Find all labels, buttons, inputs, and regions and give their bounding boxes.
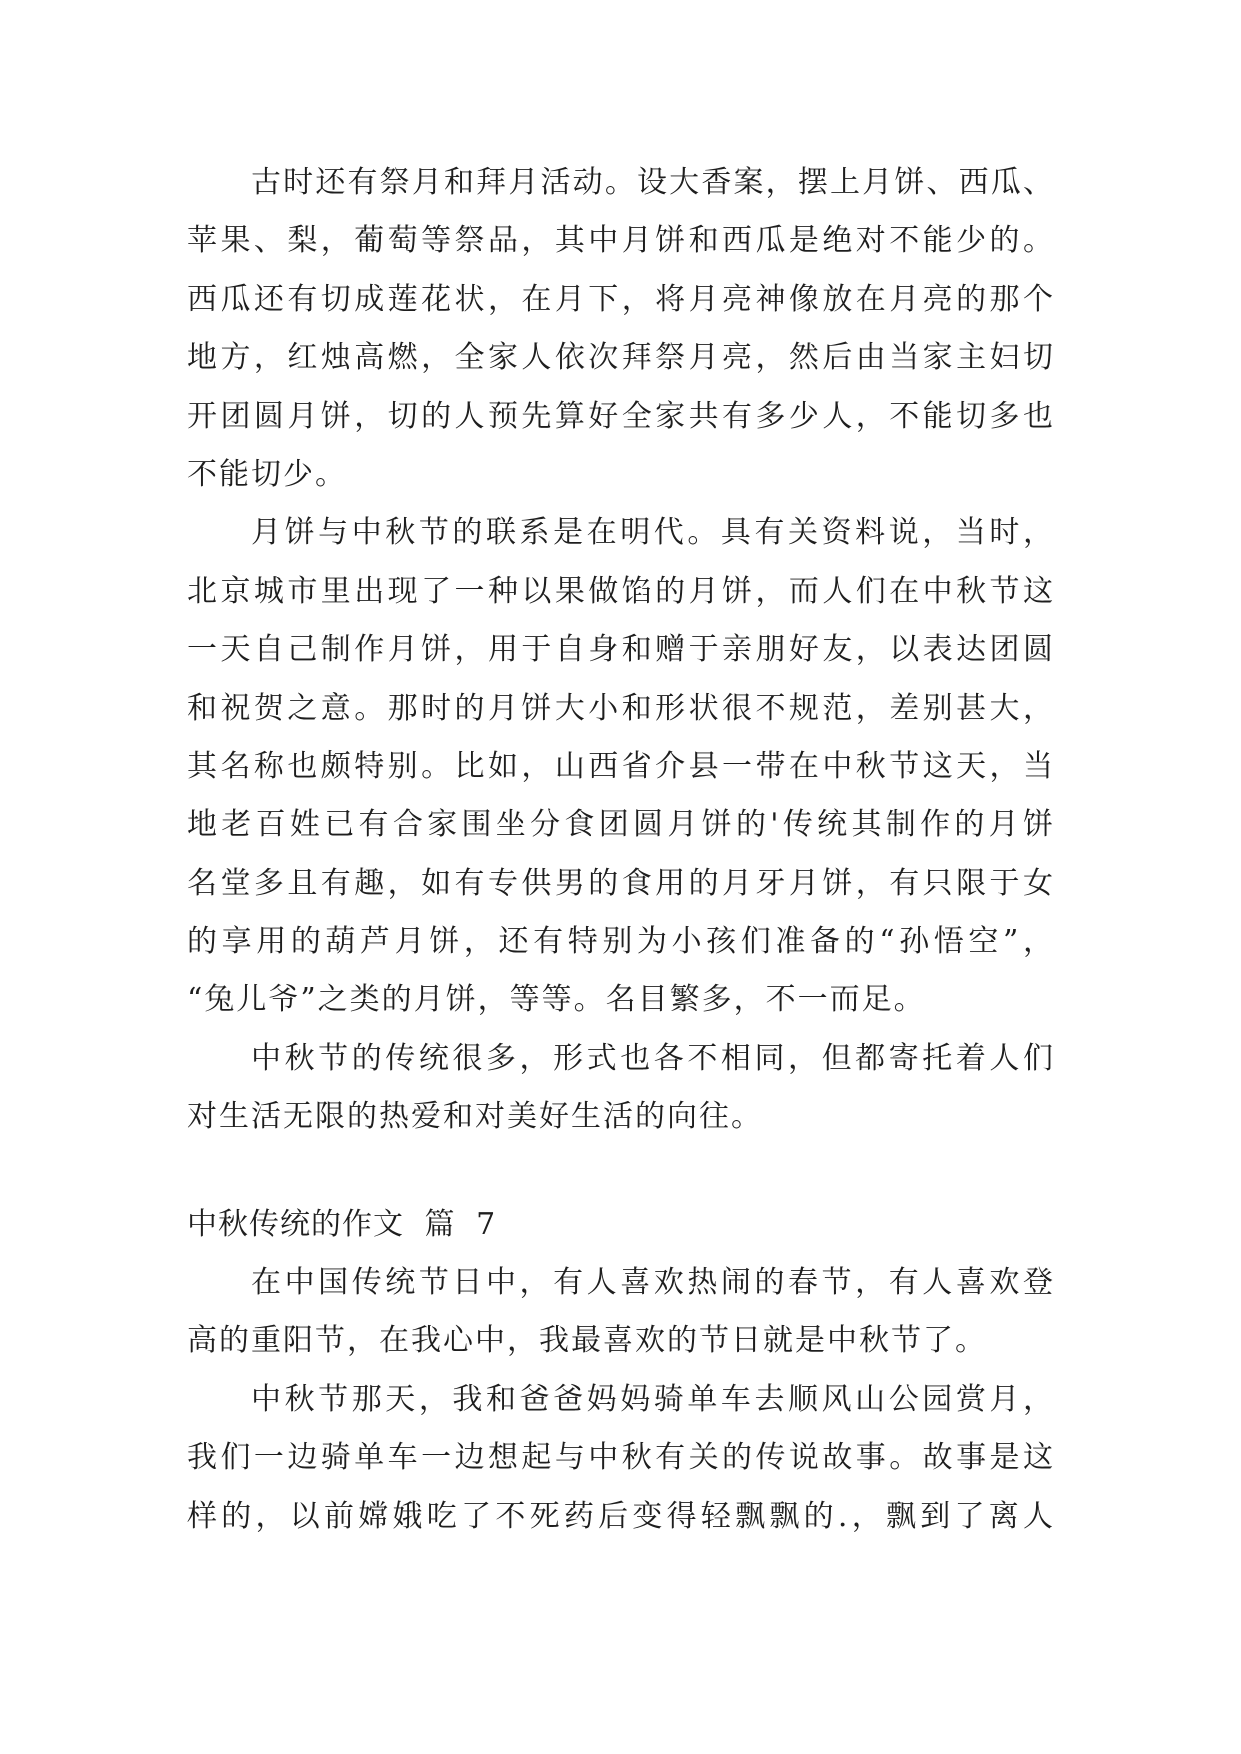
paragraph (187, 154, 1053, 504)
paragraph-line: 西瓜还有切成莲花状，在月下，将月亮神像放在月亮的那个 (187, 281, 1053, 317)
paragraph (187, 504, 1053, 1030)
paragraph-line: 的享用的葫芦月饼，还有特别为小孩们准备的“孙悟空”， (187, 924, 1053, 960)
paragraph-line: 对生活无限的热爱和对美好生活的向往。 (187, 1099, 763, 1135)
paragraph (187, 1254, 1053, 1371)
paragraph-line: 开团圆月饼，切的人预先算好全家共有多少人，不能切多也 (187, 398, 1053, 434)
paragraph-line: 一天自己制作月饼，用于自身和赠于亲朋好友，以表达团圆 (187, 632, 1053, 668)
paragraph (187, 1030, 1053, 1147)
paragraph-line: 苹果、梨，葡萄等祭品，其中月饼和西瓜是绝对不能少的。 (187, 223, 1053, 259)
paragraph-line: 地老百姓已有合家围坐分食团圆月饼的'传统其制作的月饼 (187, 807, 1053, 843)
section-heading: 中秋传统的作文 篇 7 (187, 1206, 497, 1242)
paragraph-line: 北京城市里出现了一种以果做馅的月饼，而人们在中秋节这 (187, 573, 1053, 609)
paragraph (187, 1371, 1053, 1546)
paragraph-line: 古时还有祭月和拜月活动。设大香案，摆上月饼、西瓜、 (251, 165, 1053, 200)
paragraph-line: 在中国传统节日中，有人喜欢热闹的春节，有人喜欢登 (251, 1265, 1053, 1301)
paragraph-line: 名堂多且有趣，如有专供男的食用的月牙月饼，有只限于女 (187, 865, 1053, 901)
paragraph-line: 中秋节那天，我和爸爸妈妈骑单车去顺风山公园赏月， (251, 1381, 1053, 1417)
paragraph-line: 我们一边骑单车一边想起与中秋有关的传说故事。故事是这 (187, 1440, 1053, 1476)
paragraph-line: 其名称也颇特别。比如，山西省介县一带在中秋节这天，当 (187, 748, 1053, 784)
paragraph-line: “兔儿爷”之类的月饼，等等。名目繁多，不一而足。 (187, 982, 926, 1018)
document-page (187, 154, 1053, 1546)
paragraph-line: 中秋节的传统很多，形式也各不相同，但都寄托着人们 (251, 1040, 1053, 1076)
paragraph-line: 地方，红烛高燃，全家人依次拜祭月亮，然后由当家主妇切 (187, 340, 1053, 376)
paragraph-line: 高的重阳节，在我心中，我最喜欢的节日就是中秋节了。 (187, 1323, 987, 1359)
paragraph-line: 不能切少。 (187, 456, 347, 492)
paragraph-line: 样的，以前嫦娥吃了不死药后变得轻飘飘的.，飘到了离人 (187, 1498, 1053, 1534)
paragraph-line: 和祝贺之意。那时的月饼大小和形状很不规范，差别甚大， (187, 690, 1053, 726)
paragraph-line: 月饼与中秋节的联系是在明代。具有关资料说，当时， (251, 515, 1053, 551)
